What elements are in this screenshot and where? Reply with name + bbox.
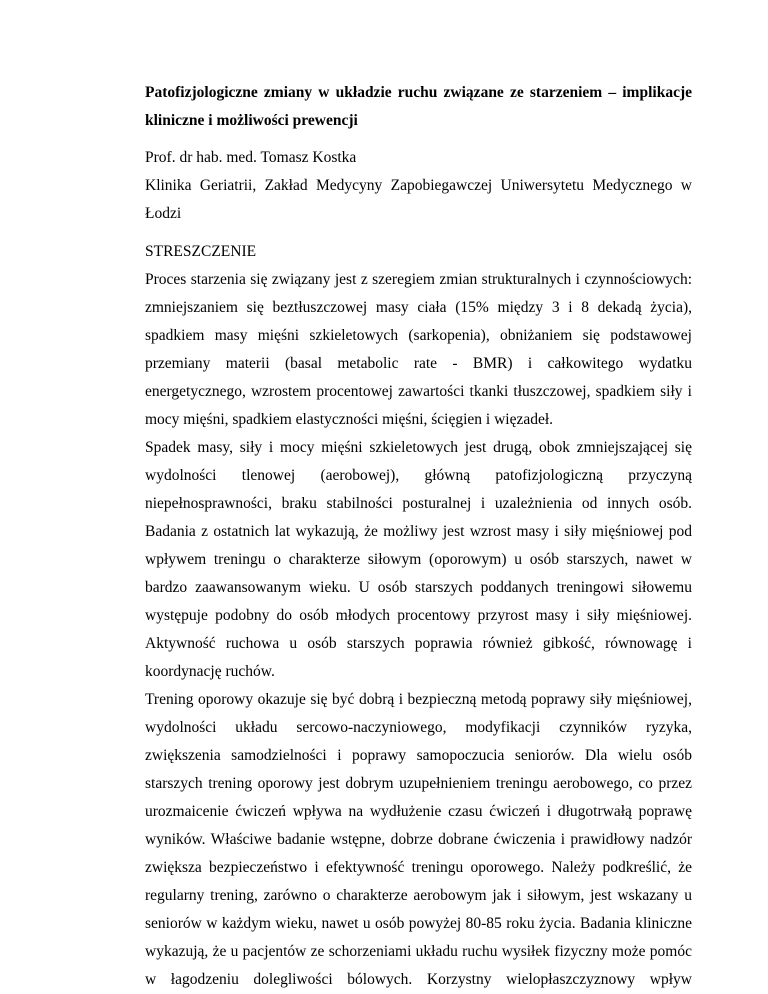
body-line: starszych trening oporowy jest dobrym uzupełnieniem treningu aerobowego, co przez xyxy=(145,775,692,792)
body-line: występuje podobny do osób młodych procentowy przyrost masy i siły mięśniowej. xyxy=(145,607,692,624)
document-title-line-1: Patofizjologiczne zmiany w układzie ruchu związane ze starzeniem – implikacje xyxy=(145,84,692,101)
body-line: mocy mięśni, spadkiem elastyczności mięśni, ścięgien i więzadeł. xyxy=(145,411,554,428)
body-line: Trening oporowy okazuje się być dobrą i bezpieczną metodą poprawy siły mięśniowej, xyxy=(145,691,692,708)
document-title-line-2: kliniczne i możliwości prewencji xyxy=(145,112,358,129)
body-line: wykazują, że u pacjentów ze schorzeniami układu ruchu wysiłek fizyczny może pomóc xyxy=(145,943,692,960)
affiliation-line-1: Klinika Geriatrii, Zakład Medycyny Zapobiegawczej Uniwersytetu Medycznego w xyxy=(145,177,692,194)
body-line: Aktywność ruchowa u osób starszych poprawia również gibkość, równowagę i xyxy=(145,635,692,652)
body-line: wydolności tlenowej (aerobowej), główną patofizjologiczną przyczyną xyxy=(145,467,692,484)
body-line: w łagodzeniu dolegliwości bólowych. Korzystny wielopłaszczyznowy wpływ xyxy=(145,971,692,988)
body-line: Spadek masy, siły i mocy mięśni szkieletowych jest drugą, obok zmniejszającej się xyxy=(145,439,692,456)
body-line: koordynację ruchów. xyxy=(145,663,275,680)
affiliation-line-2: Łodzi xyxy=(145,205,182,222)
body-line: zwiększenia samodzielności i poprawy samopoczucia seniorów. Dla wielu osób xyxy=(145,747,692,764)
body-line: energetycznego, wzrostem procentowej zawartości tkanki tłuszczowej, spadkiem siły i xyxy=(145,383,692,400)
body-line: regularny trening, zarówno o charakterze aerobowym jak i siłowym, jest wskazany u xyxy=(145,887,692,904)
body-line: niepełnosprawności, braku stabilności posturalnej i uzależnienia od innych osób. xyxy=(145,495,692,512)
body-line: wydolności układu sercowo-naczyniowego, modyfikacji czynników ryzyka, xyxy=(145,719,692,736)
body-line: przemiany materii (basal metabolic rate - BMR) i całkowitego wydatku xyxy=(145,355,692,372)
body-line: bardzo zaawansowanym wieku. U osób starszych poddanych treningowi siłowemu xyxy=(145,579,692,596)
body-line: Proces starzenia się związany jest z szeregiem zmian strukturalnych i czynnościowych: xyxy=(145,271,692,288)
body-line: urozmaicenie ćwiczeń wpływa na wydłużenie czasu ćwiczeń i długotrwałą poprawę xyxy=(145,803,692,820)
body-line: spadkiem masy mięśni szkieletowych (sarkopenia), obniżaniem się podstawowej xyxy=(145,327,692,344)
body-line: wyników. Właściwe badanie wstępne, dobrze dobrane ćwiczenia i prawidłowy nadzór xyxy=(145,831,692,848)
body-line: zmniejszaniem się beztłuszczowej masy ciała (15% między 3 i 8 dekadą życia), xyxy=(145,299,692,316)
body-line: seniorów w każdym wieku, nawet u osób powyżej 80-85 roku życia. Badania kliniczne xyxy=(145,915,692,932)
author-name: Prof. dr hab. med. Tomasz Kostka xyxy=(145,149,357,166)
abstract-heading: STRESZCZENIE xyxy=(145,243,257,260)
body-line: Badania z ostatnich lat wykazują, że możliwy jest wzrost masy i siły mięśniowej pod xyxy=(145,523,692,540)
body-line: wpływem treningu o charakterze siłowym (oporowym) u osób starszych, nawet w xyxy=(145,551,692,568)
body-line: zwiększa bezpieczeństwo i efektywność treningu oporowego. Należy podkreślić, że xyxy=(145,859,692,876)
